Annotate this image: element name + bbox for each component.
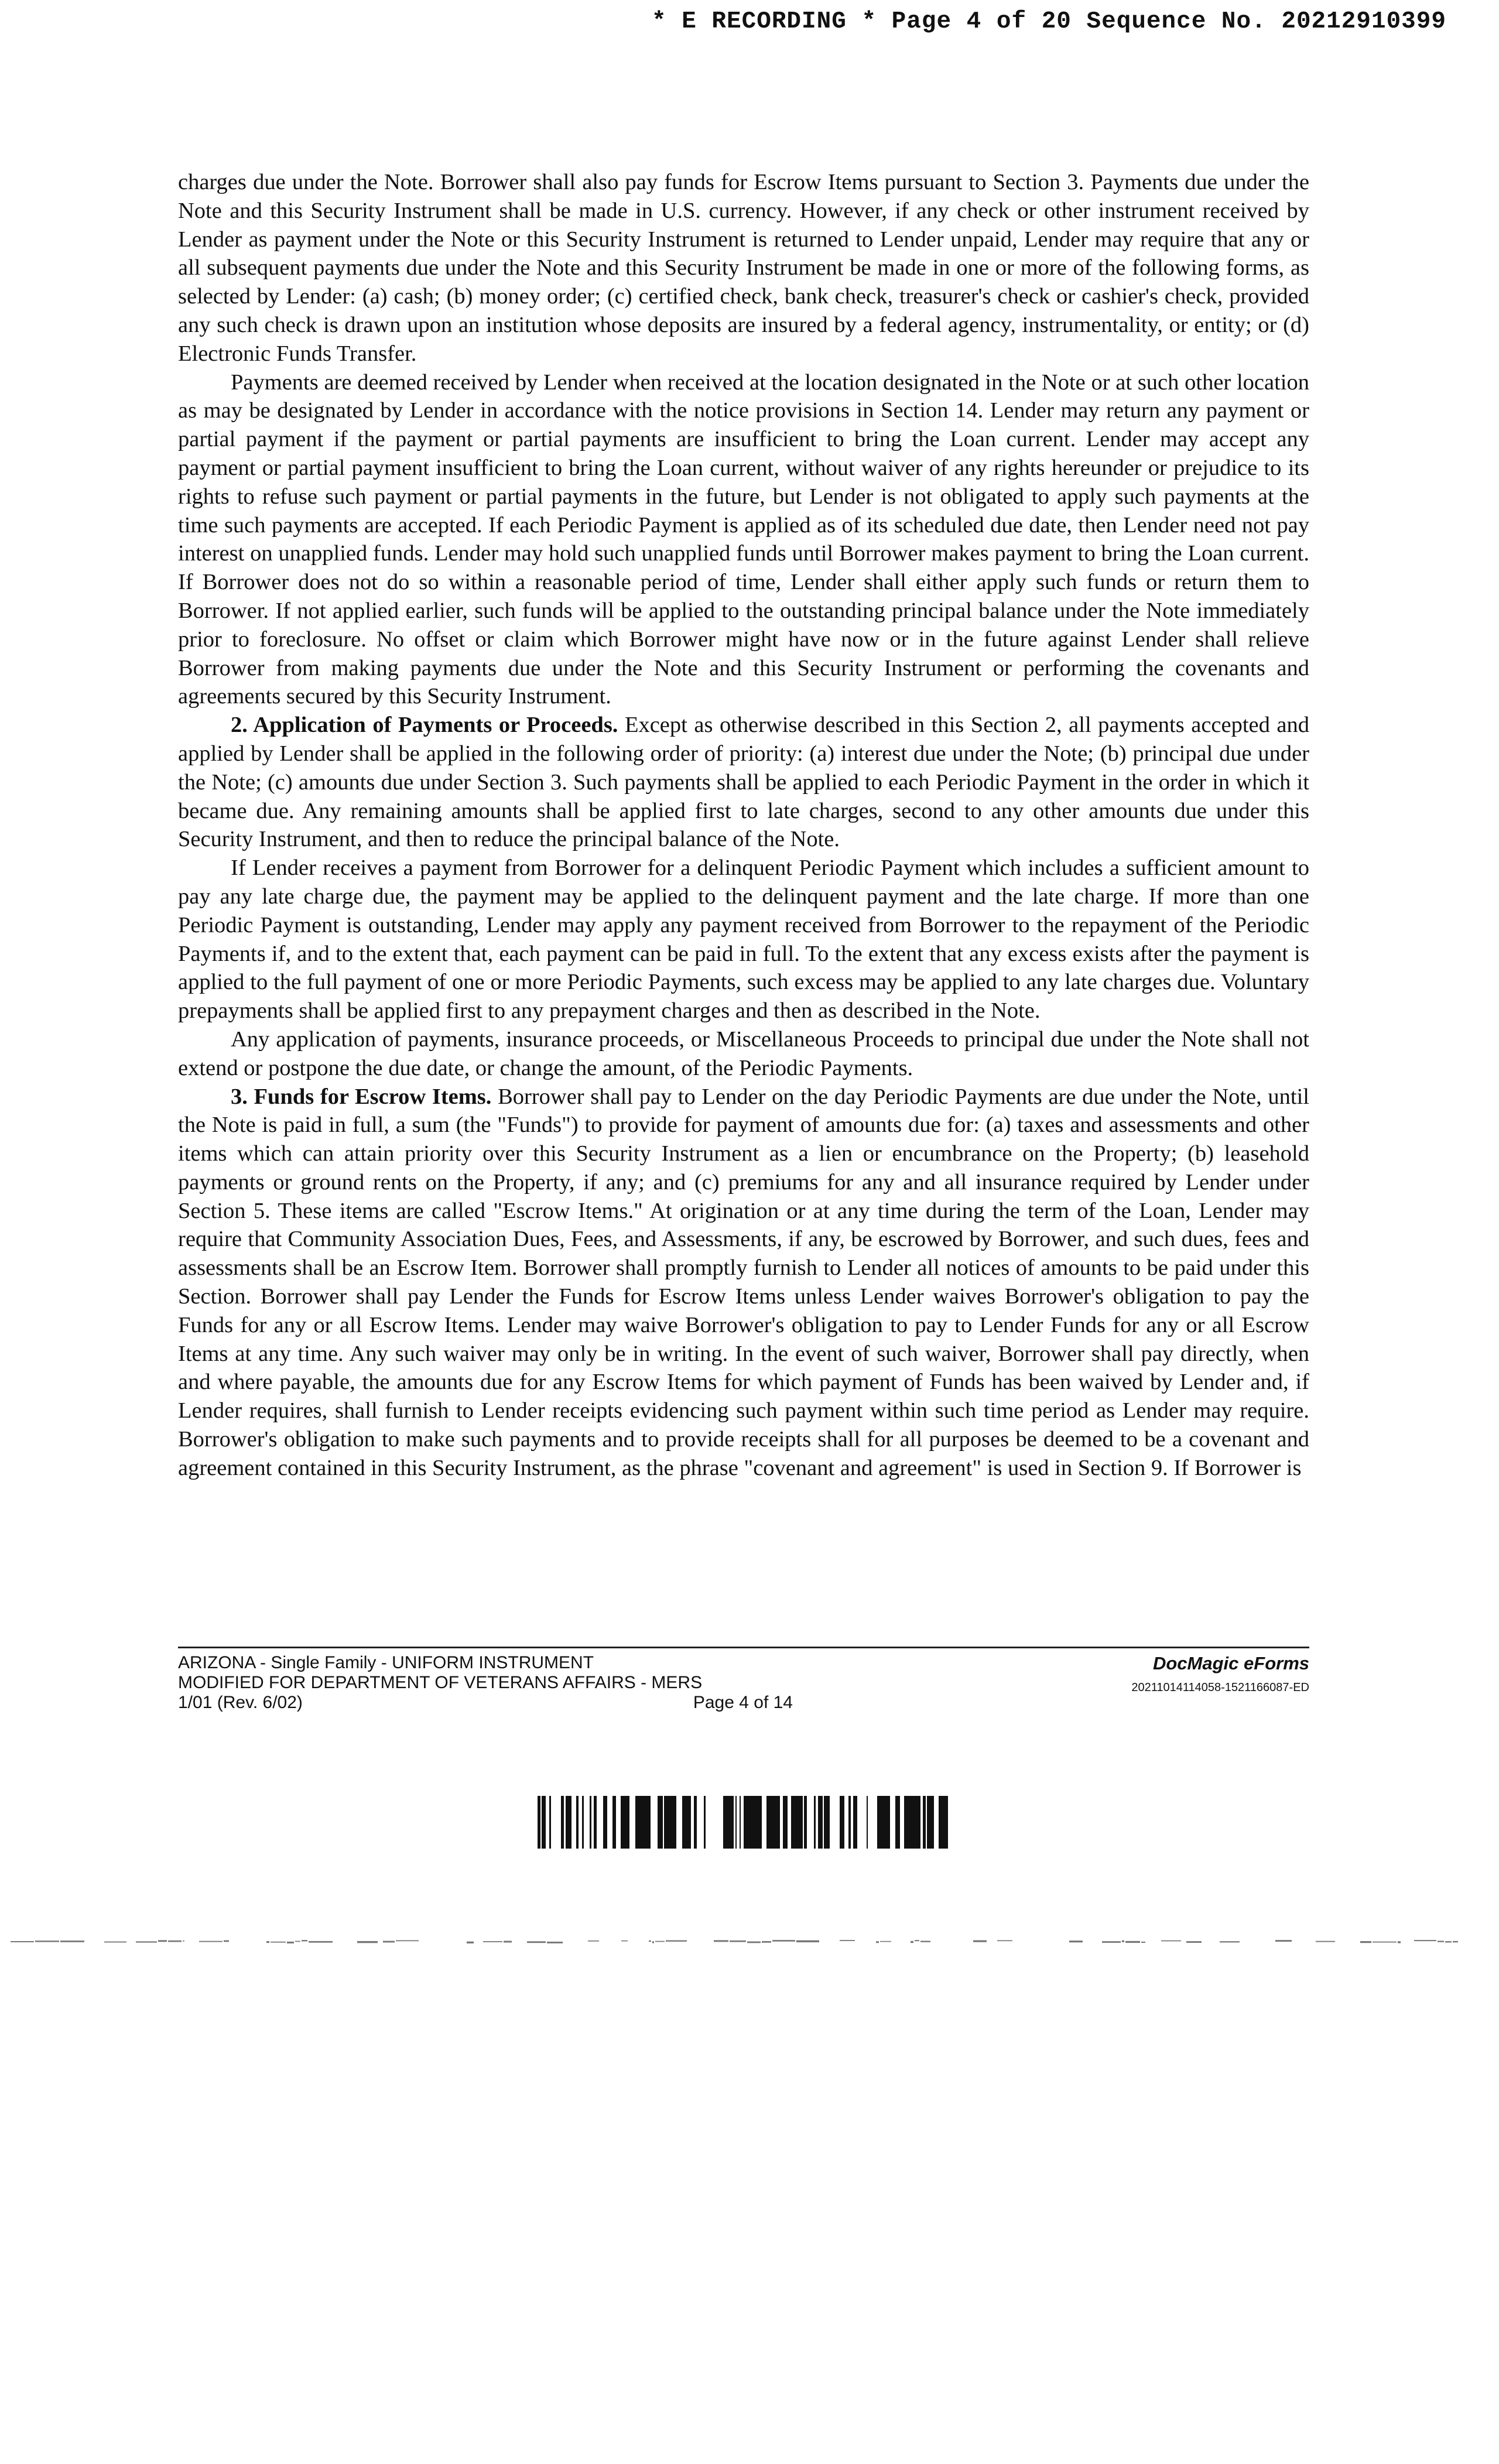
form-revision: 1/01 (Rev. 6/02) <box>178 1693 303 1712</box>
paragraph-application: Any application of payments, insurance proceeds, or Miscellaneous Proceeds to principal due under the Note shall not extend or postpone the due date, or change the amount, of the Periodic Payments. <box>178 1026 1309 1080</box>
footer-rule <box>178 1647 1309 1648</box>
paragraph-continued: charges due under the Note. Borrower shall also pay funds for Escrow Items pursuant to Section 3. Payments due under the Note and this Security Instrument shall be made in U.S. currency. However, if any check or other instrument received by Lender as payment under the Note or this Security Instrument is returned to Lender unpaid, Lender may require that any or all subsequent payments due under the Note and this Security Instrument be made in one or more of the following forms, as selected by Lender: (a) cash; (b) money order; (c) certified check, bank check, treasurer's check or cashier's check, provided any such check is drawn upon an institution whose deposits are insured by a federal agency, instrumentality, or entity; or (d) Electronic Funds Transfer. <box>178 170 1309 366</box>
document-id: 20211014114058-1521166087-ED <box>1131 1681 1309 1694</box>
paragraph-payments-received: Payments are deemed received by Lender when received at the location designated in the Note or at such other location as may be designated by Lender in accordance with the notice provisions in Section 14. Lender may return any payment or partial payment if the payment or partial payments are insufficient to bring the Loan current. Lender may accept any payment or partial payment insufficient to bring the Loan current, without waiver of any rights hereunder or prejudice to its rights to refuse such payment or partial payments in the future, but Lender is not obligated to apply such payments at the time such payments are accepted. If each Periodic Payment is applied as of its scheduled due date, then Lender need not pay interest on unapplied funds. Lender may hold such unapplied funds until Borrower makes payment to bring the Loan current. If Borrower does not do so within a reasonable period of time, Lender shall either apply such funds or return them to Borrower. If not applied earlier, such funds will be applied to the outstanding principal balance under the Note immediately prior to foreclosure. No offset or claim which Borrower might have now or in the future against Lender shall relieve Borrower from making payments due under the Note and this Security Instrument or performing the covenants and agreements secured by this Security Instrument. <box>178 369 1309 709</box>
section-3 <box>178 1083 1309 1483</box>
section-2-heading: 2. Application of Payments or Proceeds. <box>231 713 618 738</box>
section-3-heading: 3. Funds for Escrow Items. <box>231 1084 492 1109</box>
footer-brand-block <box>1131 1653 1309 1696</box>
form-line-1: ARIZONA - Single Family - UNIFORM INSTRUMENT <box>178 1653 594 1672</box>
section-2-text: Except as otherwise described in this Section 2, all payments accepted and applied by Lender shall be applied in the following order of priority: (a) interest due under the Note; (b) principal due under the Note; (c) amounts due under Section 3. Such payments shall be applied to each Periodic Payment in the order in which it became due. Any remaining amounts shall be applied first to late charges, second to any other amounts due under this Security Instrument, and then to reduce the principal balance of the Note. <box>178 713 1309 852</box>
paragraph-delinquent-payment: If Lender receives a payment from Borrower for a delinquent Periodic Payment which includes a sufficient amount to pay any late charge due, the payment may be applied to the delinquent payment and the late charge. If more than one Periodic Payment is outstanding, Lender may apply any payment received from Borrower to the repayment of the Periodic Payments if, and to the extent that, each payment can be paid in full. To the extent that any excess exists after the payment is applied to the full payment of one or more Periodic Payments, such excess may be applied to any late charges due. Voluntary prepayments shall be applied first to any prepayment charges and then as described in the Note. <box>178 855 1309 1024</box>
document-body <box>178 168 1309 1483</box>
barcode-icon <box>538 1796 952 1849</box>
form-line-2: MODIFIED FOR DEPARTMENT OF VETERANS AFFAIRS - MERS <box>178 1673 703 1692</box>
docmagic-logo: DocMagic eForms <box>1152 1653 1309 1674</box>
section-2 <box>178 711 1309 854</box>
footer-form-info <box>178 1653 822 1713</box>
recording-banner: * E RECORDING * Page 4 of 20 Sequence No. 20212910399 <box>651 8 1446 35</box>
page-number: Page 4 of 14 <box>693 1693 793 1712</box>
section-3-text: Borrower shall pay to Lender on the day Periodic Payments are due under the Note, until the Note is paid in full, a sum (the "Funds") to provide for payment of amounts due for: (a) taxes and assessments and other items which can attain priority over this Security Instrument as a lien or encumbrance on the Property; (b) leasehold payments or ground rents on the Property, if any; and (c) premiums for any and all insurance required by Lender under Section 5. These items are called "Escrow Items." At origination or at any time during the term of the Loan, Lender may require that Community Association Dues, Fees, and Assessments, if any, be escrowed by Borrower, and such dues, fees and assessments shall be an Escrow Item. Borrower shall promptly furnish to Lender all notices of amounts to be paid under this Section. Borrower shall pay Lender the Funds for Escrow Items unless Lender waives Borrower's obligation to pay the Funds for any or all Escrow Items. Lender may waive Borrower's obligation to pay to Lender Funds for any or all Escrow Items at any time. Any such waiver may only be in writing. In the event of such waiver, Borrower shall pay directly, when and where payable, the amounts due for any Escrow Items for which payment of Funds has been waived by Lender and, if Lender requires, shall furnish to Lender receipts evidencing such payment within such time period as Lender may require. Borrower's obligation to make such payments and to provide receipts shall for all purposes be deemed to be a covenant and agreement contained in this Security Instrument, as the phrase "covenant and agreement" is used in Section 9. If Borrower is <box>178 1084 1309 1480</box>
scan-artifact-line <box>0 1940 1499 1943</box>
